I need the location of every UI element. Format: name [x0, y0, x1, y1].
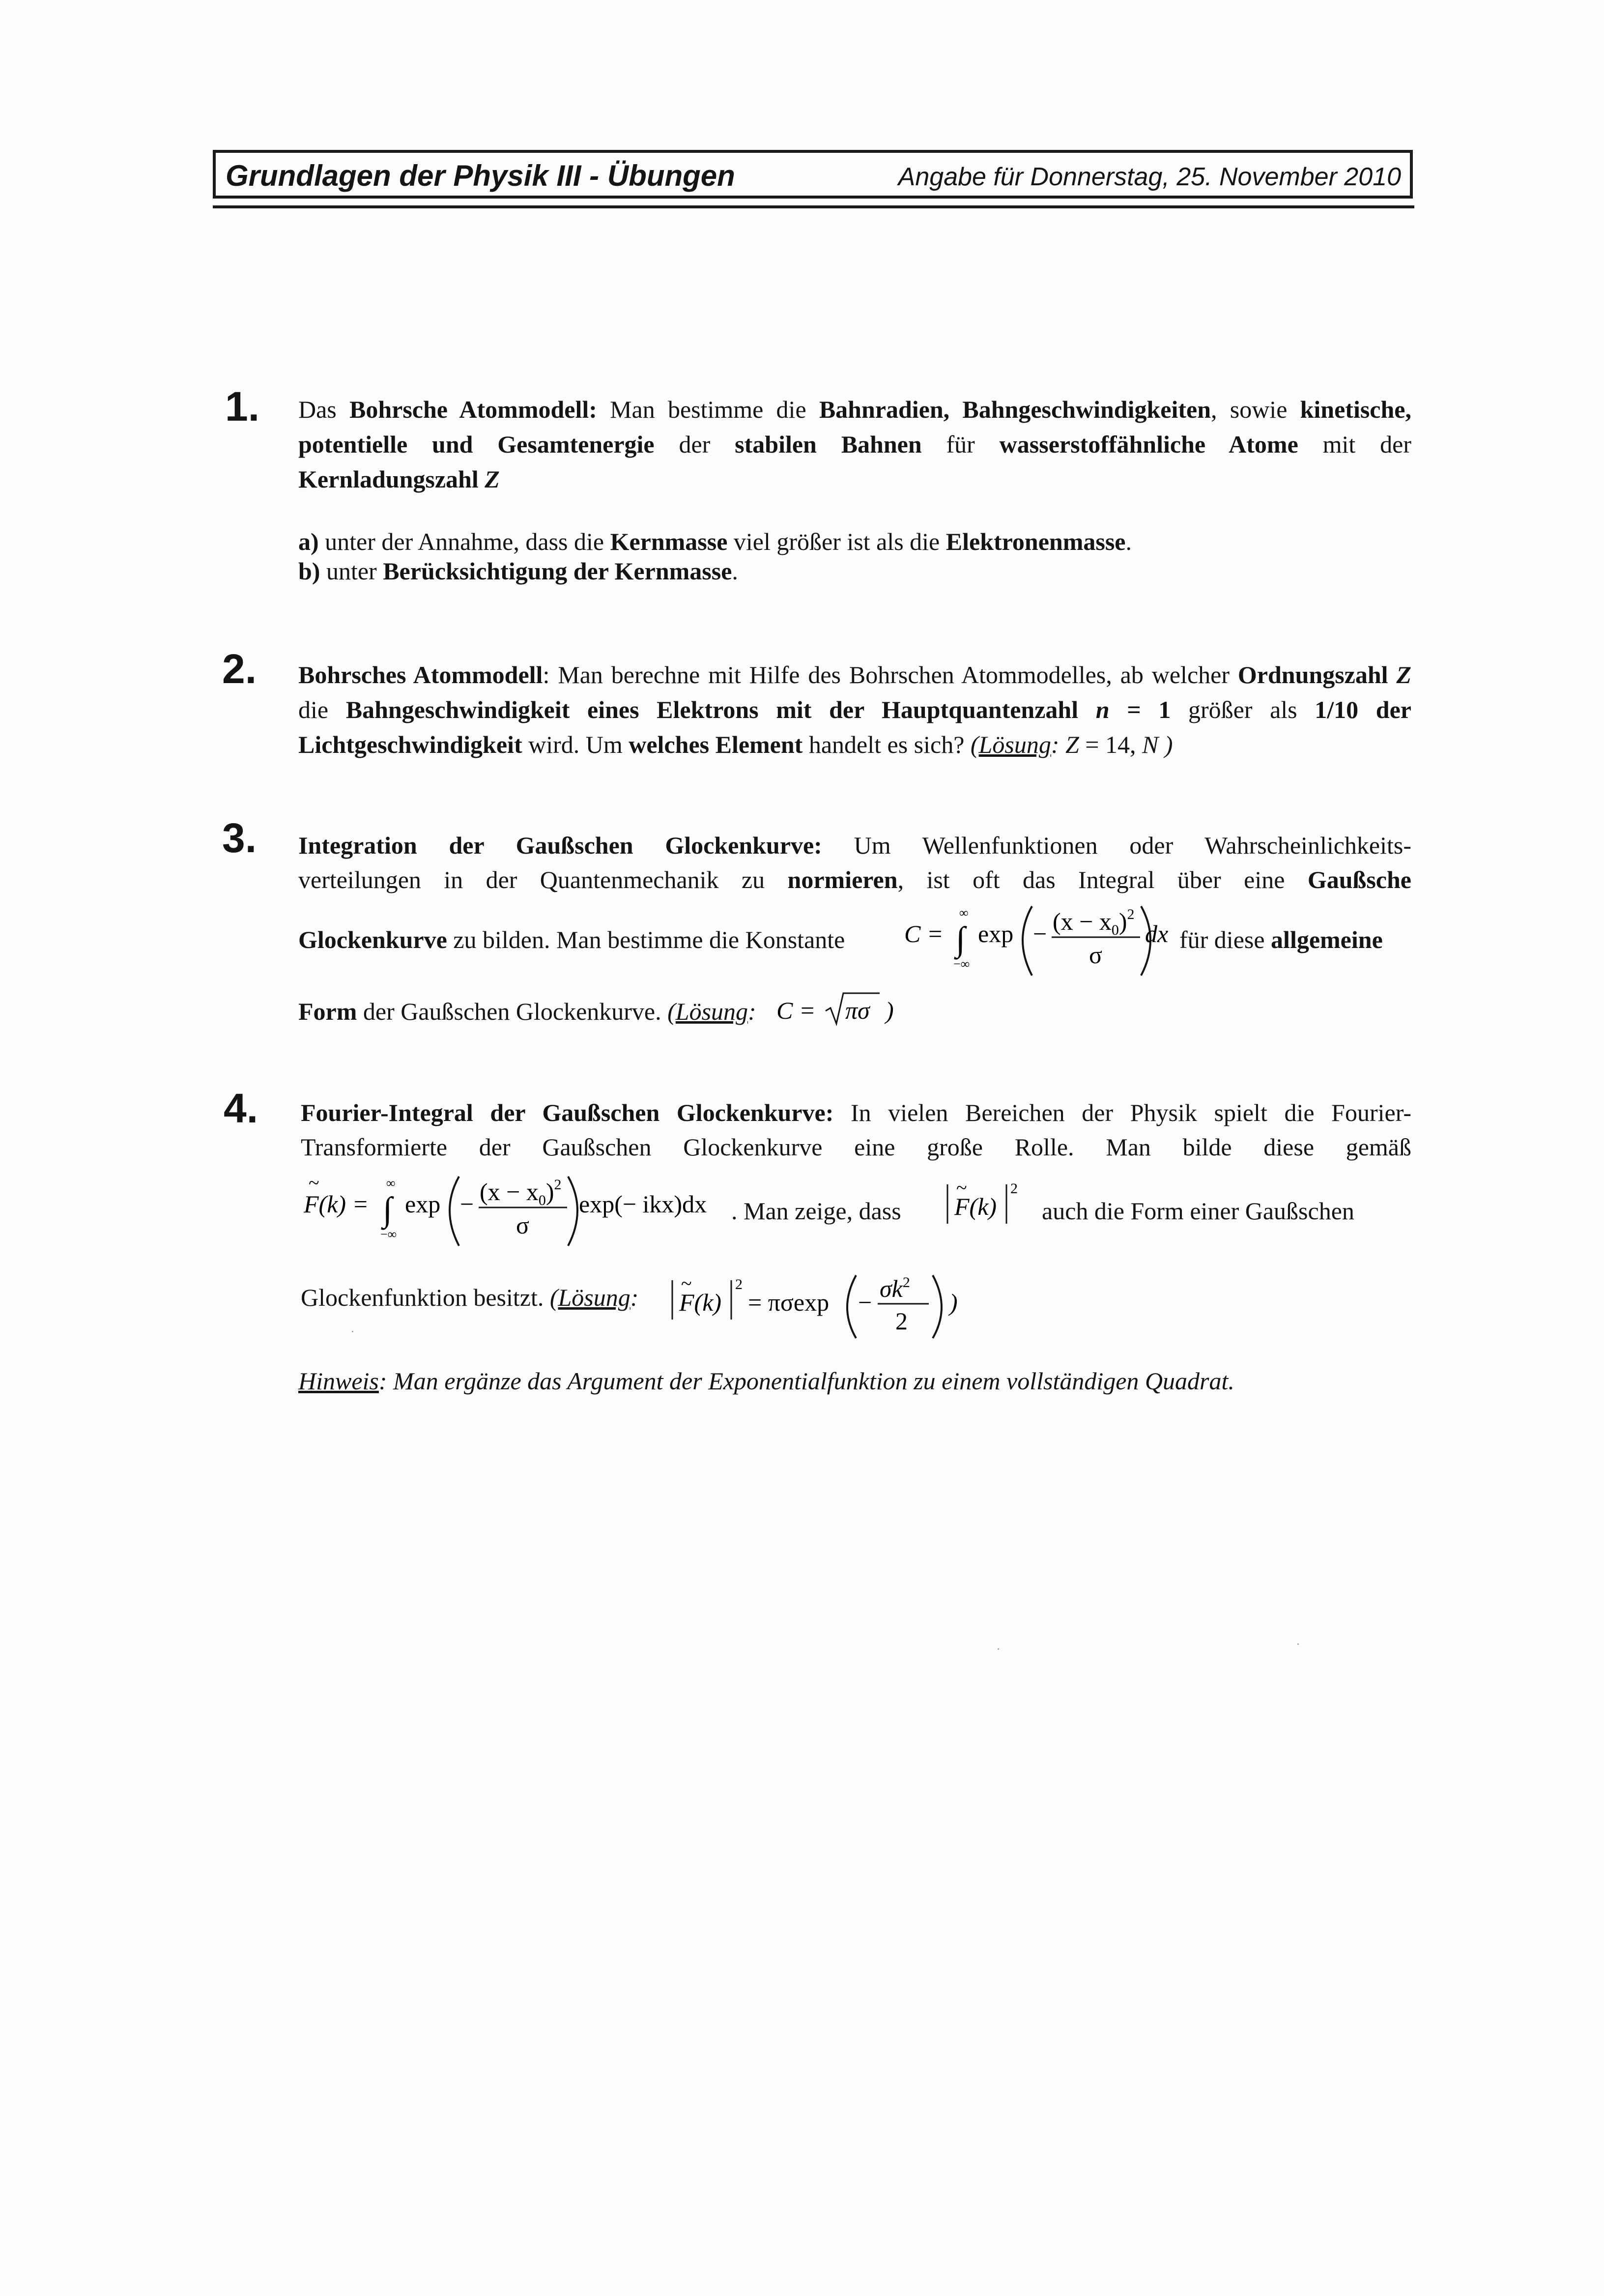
- integral-upper: ∞: [959, 906, 969, 920]
- problem-4-line-4: Glockenfunktion besitzt. (Lösung:: [301, 1284, 639, 1311]
- abs-sq: 2: [1010, 1180, 1018, 1197]
- problem-3-line-4: Form der Gaußschen Glockenkurve. (Lösung:: [298, 998, 756, 1025]
- problem-1-item-b: b) unter Berücksichtigung der Kernmasse.: [298, 557, 738, 585]
- problem-4-abs-expr: [944, 1175, 1032, 1238]
- right-paren: [568, 1177, 577, 1246]
- problem-4-line-3b: auch die Form einer Gaußschen: [1042, 1197, 1354, 1225]
- problem-3-line-3a: Glockenkurve zu bilden. Man bestimme die Konstante: [298, 926, 845, 953]
- problem-2-text: Bohrsches Atommodell: Man berechne mit Hilfe des Bohrschen Atommodelles, ab welcher Ordnungszahl Z die Bahngeschwindigkeit eines Elektrons mit der Hauptquantenzahl n = 1 größer als 1/10 der Lichtgeschwindigkeit wird. Um welches Element handelt es sich? (Lösung: Z = 14, N ): [298, 661, 1412, 758]
- solution-close: ): [949, 1289, 958, 1316]
- header-title: Grundlagen der Physik III - Übungen: [226, 159, 735, 192]
- minus-sign: −: [460, 1190, 474, 1218]
- problem-4-number: 4.: [224, 1085, 258, 1131]
- formula-lhs: F(k) =: [304, 1190, 369, 1218]
- tilde-mark: ~: [681, 1272, 692, 1294]
- tilde-mark: ~: [956, 1177, 967, 1199]
- problem-4-line-2: Transformierte der Gaußschen Glockenkurve eine große Rolle. Man bilde diese gemäß: [301, 1133, 1411, 1161]
- exp-label: exp: [405, 1190, 441, 1218]
- problem-4-solution: [668, 1256, 973, 1339]
- integral-lower: −∞: [953, 957, 970, 971]
- problem-4-line-3a: . Man zeige, dass: [731, 1197, 901, 1225]
- solution-minus: −: [858, 1289, 872, 1316]
- abs-inner: F(k): [954, 1193, 997, 1220]
- problem-3-number: 3.: [222, 815, 257, 861]
- solution-abs-inner: F(k): [679, 1289, 722, 1316]
- integral-lower: −∞: [380, 1227, 397, 1241]
- scan-speck: [1297, 1643, 1299, 1645]
- problem-4-line-1: Fourier-Integral der Gaußschen Glockenkurve: In vielen Bereichen der Physik spielt die Fourier-: [301, 1099, 1411, 1126]
- exp-label: exp: [978, 920, 1014, 947]
- header-box: [213, 150, 1413, 199]
- problem-3-line-2: verteilungen in der Quantenmechanik zu normieren, ist oft das Integral über eine Gaußsche: [298, 866, 1411, 893]
- integral-sign: ∫: [956, 920, 966, 958]
- solution-abs-sq: 2: [735, 1276, 743, 1292]
- problem-3-line-3b: für diese allgemeine: [1179, 926, 1383, 953]
- hint-text: Hinweis: Man ergänze das Argument der Exponentialfunktion zu einem vollständigen Quadrat.: [298, 1367, 1234, 1395]
- solution-numerator: $\sigma k^2$: [880, 1274, 910, 1302]
- left-paren: [450, 1177, 459, 1246]
- radicand-text: πσ: [845, 997, 870, 1024]
- problem-1-number: 1.: [225, 383, 260, 430]
- scan-speck: [352, 1331, 353, 1332]
- denominator-text: σ: [516, 1211, 529, 1239]
- header-rule: [213, 205, 1414, 208]
- left-paren: [1023, 906, 1032, 976]
- dx-label: dx: [1145, 920, 1169, 947]
- problem-4-formula: [304, 1170, 746, 1258]
- solution-lhs: C =: [776, 997, 816, 1024]
- problem-2-number: 2.: [222, 646, 257, 692]
- integral-upper: ∞: [386, 1176, 396, 1190]
- denominator-text: σ: [1089, 941, 1102, 969]
- problem-3-formula: [904, 899, 1170, 988]
- numerator-text: $(x - x_0)^2$: [1053, 906, 1135, 938]
- exp-tail: exp(− ikx)dx: [579, 1190, 707, 1218]
- solution-rhs: = πσexp: [748, 1289, 830, 1316]
- integral-sign: ∫: [383, 1191, 393, 1229]
- numerator-text: $(x - x_0)^2$: [480, 1177, 562, 1208]
- solution-denominator: 2: [895, 1307, 908, 1335]
- left-paren: [847, 1275, 856, 1338]
- minus-sign: −: [1033, 920, 1047, 947]
- right-paren: [933, 1275, 942, 1338]
- problem-1-item-a: a) unter der Annahme, dass die Kernmasse viel größer ist als die Elektronenmasse.: [298, 528, 1132, 555]
- problem-1-text: Das Bohrsche Atommodell: Man bestimme die Bahnradien, Bahngeschwindigkeiten, sowie kinetische, potentielle und Gesamtenergie der stabilen Bahnen für wasserstoffähnliche Atome mit der Kernladungszahl Z: [298, 396, 1411, 493]
- problem-3-line-1: Integration der Gaußschen Glockenkurve: Um Wellenfunktionen oder Wahrscheinlichkeits-: [298, 832, 1412, 859]
- formula-lhs: C =: [904, 920, 944, 947]
- tilde-mark: ~: [309, 1172, 319, 1194]
- header-date: Angabe für Donnerstag, 25. November 2010: [898, 163, 1401, 191]
- solution-close: ): [886, 997, 894, 1024]
- problem-3-solution: [776, 985, 904, 1030]
- scan-speck: [998, 1648, 999, 1650]
